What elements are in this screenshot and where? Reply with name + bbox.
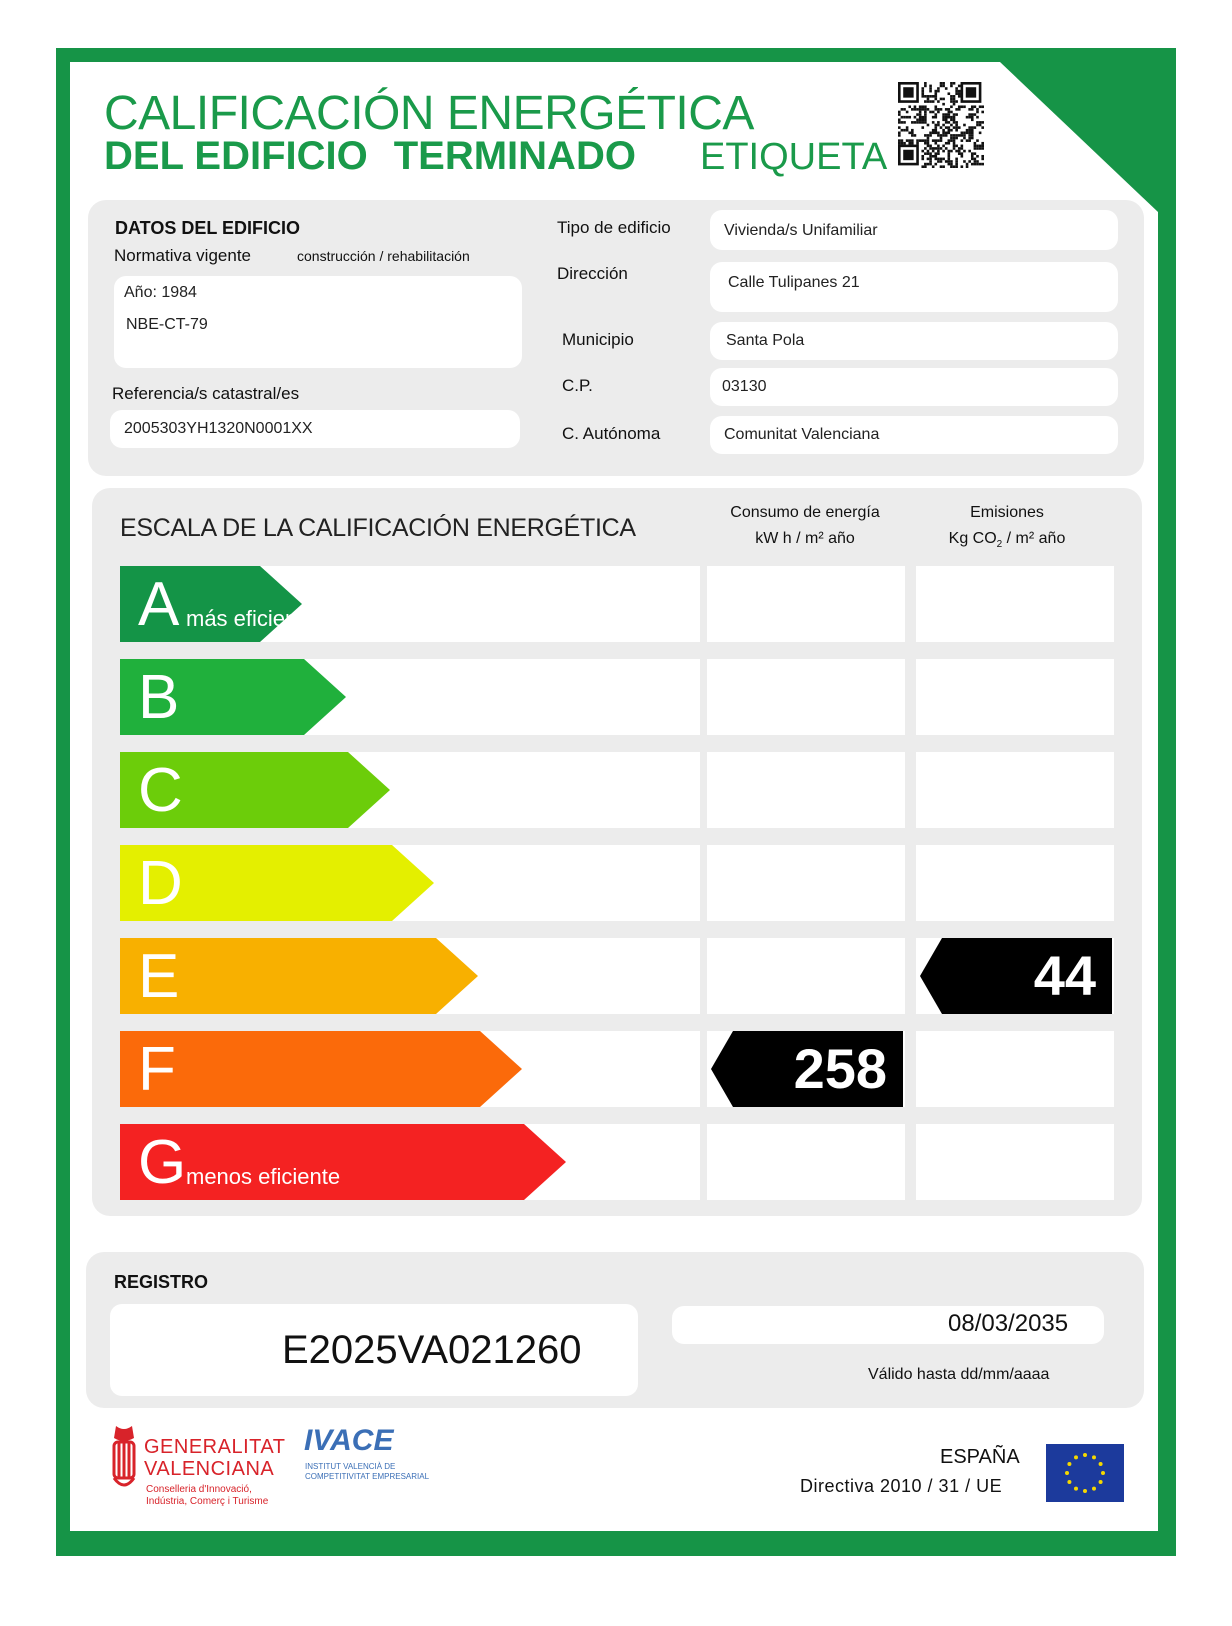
field-value-direccion: Calle Tulipanes 21 (728, 274, 860, 291)
title-etiqueta: ETIQUETA (700, 136, 888, 178)
field-label-tipo: Tipo de edificio (557, 218, 671, 237)
registro-date-label: Válido hasta dd/mm/aaaa (868, 1366, 1050, 1383)
country-label: ESPAÑA (940, 1446, 1020, 1468)
bar-sub-G: menos eficiente (186, 1164, 341, 1189)
bar-sub-A: más eficiente (186, 606, 316, 631)
consumo-cell-B (707, 659, 905, 735)
gv-line2: VALENCIANA (144, 1458, 275, 1480)
gv-sub1: Conselleria d'Innovació, (146, 1484, 252, 1495)
field-label-municipio: Municipio (562, 330, 634, 349)
field-value-autonoma: Comunitat Valenciana (724, 426, 880, 443)
bar-letter-D: D (138, 849, 183, 918)
bar-letter-G: G (138, 1128, 187, 1197)
field-value-cp: 03130 (722, 378, 767, 395)
emisiones-header-line2: Kg $CO_2 / m^2$ año (948, 530, 1066, 551)
emisiones-cell-F (916, 1031, 1114, 1107)
field-value-tipo: Vivienda/s Unifamiliar (724, 222, 878, 239)
bar-letter-B: B (138, 663, 180, 732)
consumo-header-line1: Consumo de energía (730, 504, 880, 521)
registro-number: E2025VA021260 (282, 1328, 582, 1372)
registro-date: 08/03/2035 (948, 1310, 1069, 1337)
registro-label: REGISTRO (114, 1272, 209, 1292)
title-line-2a: DEL EDIFICIO (104, 134, 368, 178)
consumo-cell-C (707, 752, 905, 828)
scale-title: ESCALA DE LA CALIFICACIÓN ENERGÉTICA (120, 514, 636, 542)
normativa-sub: construcción / rehabilitación (297, 248, 470, 264)
generalitat-crest-icon (110, 1424, 138, 1492)
building-section-title: DATOS DEL EDIFICIO (115, 218, 301, 238)
title-line-1: CALIFICACIÓN ENERGÉTICA (104, 87, 754, 140)
ivace-sub1: INSTITUT VALENCIÀ DE (305, 1462, 396, 1471)
emisiones-header-line1: Emisiones (970, 504, 1044, 521)
consumo-cell-E (707, 938, 905, 1014)
consumo-header-line2: kW h / m² año (755, 530, 855, 547)
consumo-value: 258 (793, 1037, 887, 1100)
bar-letter-F: F (138, 1035, 176, 1104)
emisiones-cell-G (916, 1124, 1114, 1200)
emisiones-cell-D (916, 845, 1114, 921)
norm-value: NBE-CT-79 (126, 316, 208, 333)
emisiones-cell-B (916, 659, 1114, 735)
eu-flag-icon (1046, 1444, 1124, 1502)
bar-letter-E: E (138, 942, 180, 1011)
bar-letter-A: A (138, 570, 180, 639)
field-label-autonoma: C. Autónoma (562, 424, 661, 443)
ivace-logo: IVACE (304, 1424, 394, 1457)
emisiones-value: 44 (1033, 944, 1096, 1007)
field-value-municipio: Santa Pola (726, 332, 805, 349)
normativa-label: Normativa vigente (114, 246, 252, 265)
consumo-cell-A (707, 566, 905, 642)
field-label-cp: C.P. (562, 376, 593, 395)
catastral-value: 2005303YH1320N0001XX (124, 420, 313, 437)
bar-letter-C: C (138, 756, 183, 825)
emisiones-cell-A (916, 566, 1114, 642)
bar-F (120, 1031, 522, 1107)
ivace-sub2: COMPETITIVITAT EMPRESARIAL (305, 1472, 430, 1481)
consumo-cell-G (707, 1124, 905, 1200)
consumo-cell-D (707, 845, 905, 921)
directive-label: Directiva 2010 / 31 / UE (800, 1476, 1003, 1496)
catastral-label: Referencia/s catastral/es (112, 384, 300, 403)
title-line-2b: TERMINADO (393, 134, 636, 178)
field-label-direccion: Dirección (557, 264, 628, 283)
year-line: Año: 1984 (124, 284, 197, 301)
gv-line1: GENERALITAT (144, 1436, 286, 1458)
gv-sub2: Indústria, Comerç i Turisme (146, 1496, 269, 1507)
emisiones-cell-C (916, 752, 1114, 828)
